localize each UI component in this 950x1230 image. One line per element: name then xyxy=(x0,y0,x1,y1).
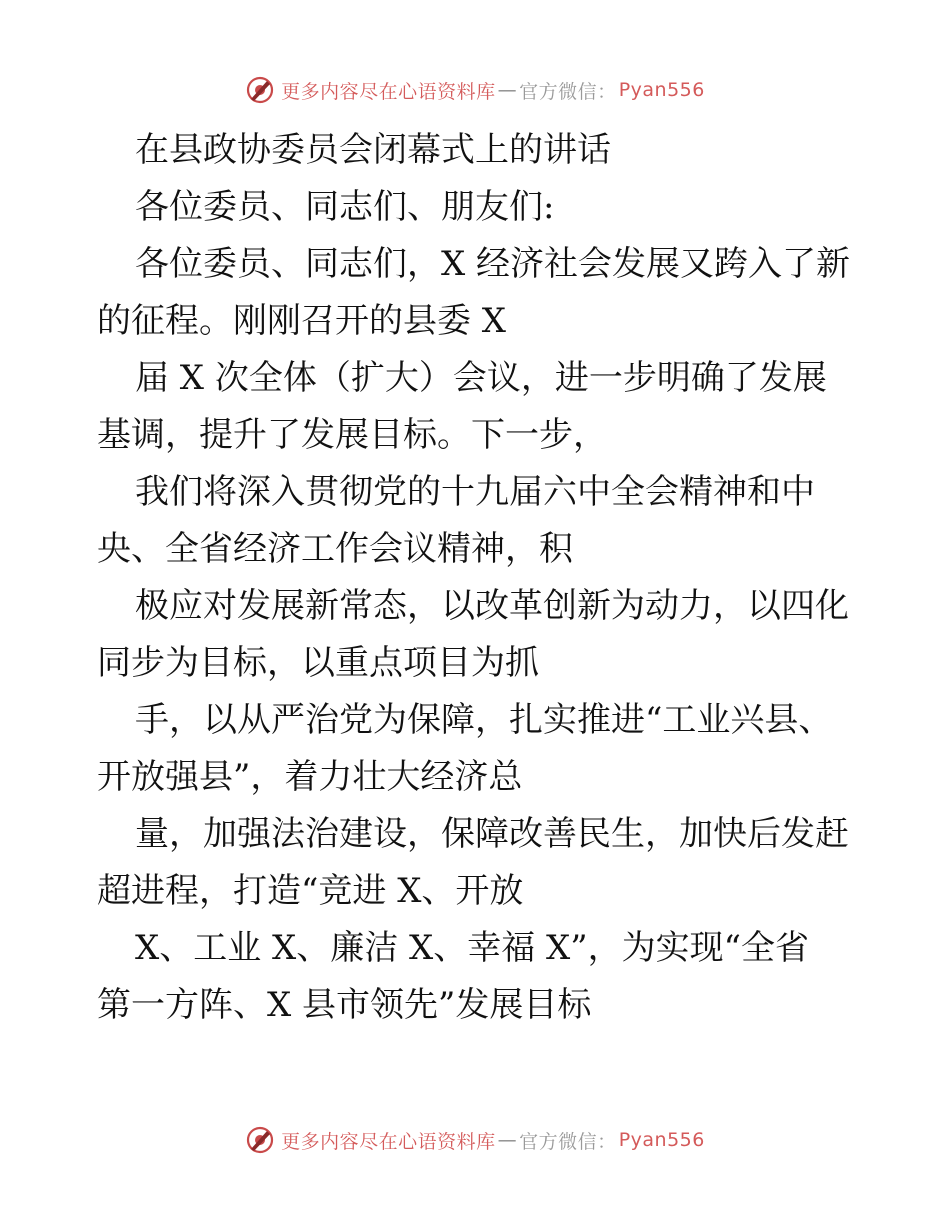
watermark-wechat-label: 官方微信： xyxy=(519,1130,617,1153)
body-line: 量，加强法治建设，保障改善民生，加快后发赶 xyxy=(135,814,849,854)
watermark-text: 更多内容尽在心语资料库 xyxy=(281,80,496,103)
watermark-wechat-label: 官方微信： xyxy=(519,80,617,103)
watermark-wechat-id: Pyan556 xyxy=(618,79,705,101)
body-line: 开放强县”，着力壮大经济总 xyxy=(97,757,523,797)
body-line: 基调，提升了发展目标。下一步， xyxy=(97,415,607,455)
document-title: 在县政协委员会闭幕式上的讲话 xyxy=(135,130,611,170)
document-body xyxy=(97,122,857,1034)
quill-seal-icon xyxy=(245,75,275,105)
quill-seal-icon xyxy=(245,1125,275,1155)
watermark-text: 更多内容尽在心语资料库 xyxy=(281,1130,496,1153)
body-line: 央、全省经济工作会议精神，积 xyxy=(97,529,573,569)
body-line: 极应对发展新常态，以改革创新为动力，以四化 xyxy=(135,586,849,626)
watermark-separator: — xyxy=(497,1129,518,1151)
body-line: 我们将深入贯彻党的十九届六中全会精神和中 xyxy=(135,472,815,512)
body-line: 的征程。刚刚召开的县委 X xyxy=(97,301,507,341)
body-line: X、工业 X、廉洁 X、幸福 X”，为实现“全省 xyxy=(135,928,810,968)
footer-watermark xyxy=(0,1120,950,1160)
watermark-separator: — xyxy=(497,79,518,101)
body-line: 手，以从严治党为保障，扎实推进“工业兴县、 xyxy=(135,700,833,740)
body-line: 超进程，打造“竞进 X、开放 xyxy=(97,871,524,911)
body-line: 同步为目标，以重点项目为抓 xyxy=(97,643,539,683)
watermark-wechat-id: Pyan556 xyxy=(618,1129,705,1151)
body-line: 第一方阵、X 县市领先”发展目标 xyxy=(97,985,592,1025)
body-line: 各位委员、同志们，X 经济社会发展又跨入了新 xyxy=(135,244,851,284)
salutation: 各位委员、同志们、朋友们: xyxy=(135,187,555,227)
body-line: 届 X 次全体（扩大）会议，进一步明确了发展 xyxy=(135,358,827,398)
header-watermark xyxy=(0,70,950,110)
